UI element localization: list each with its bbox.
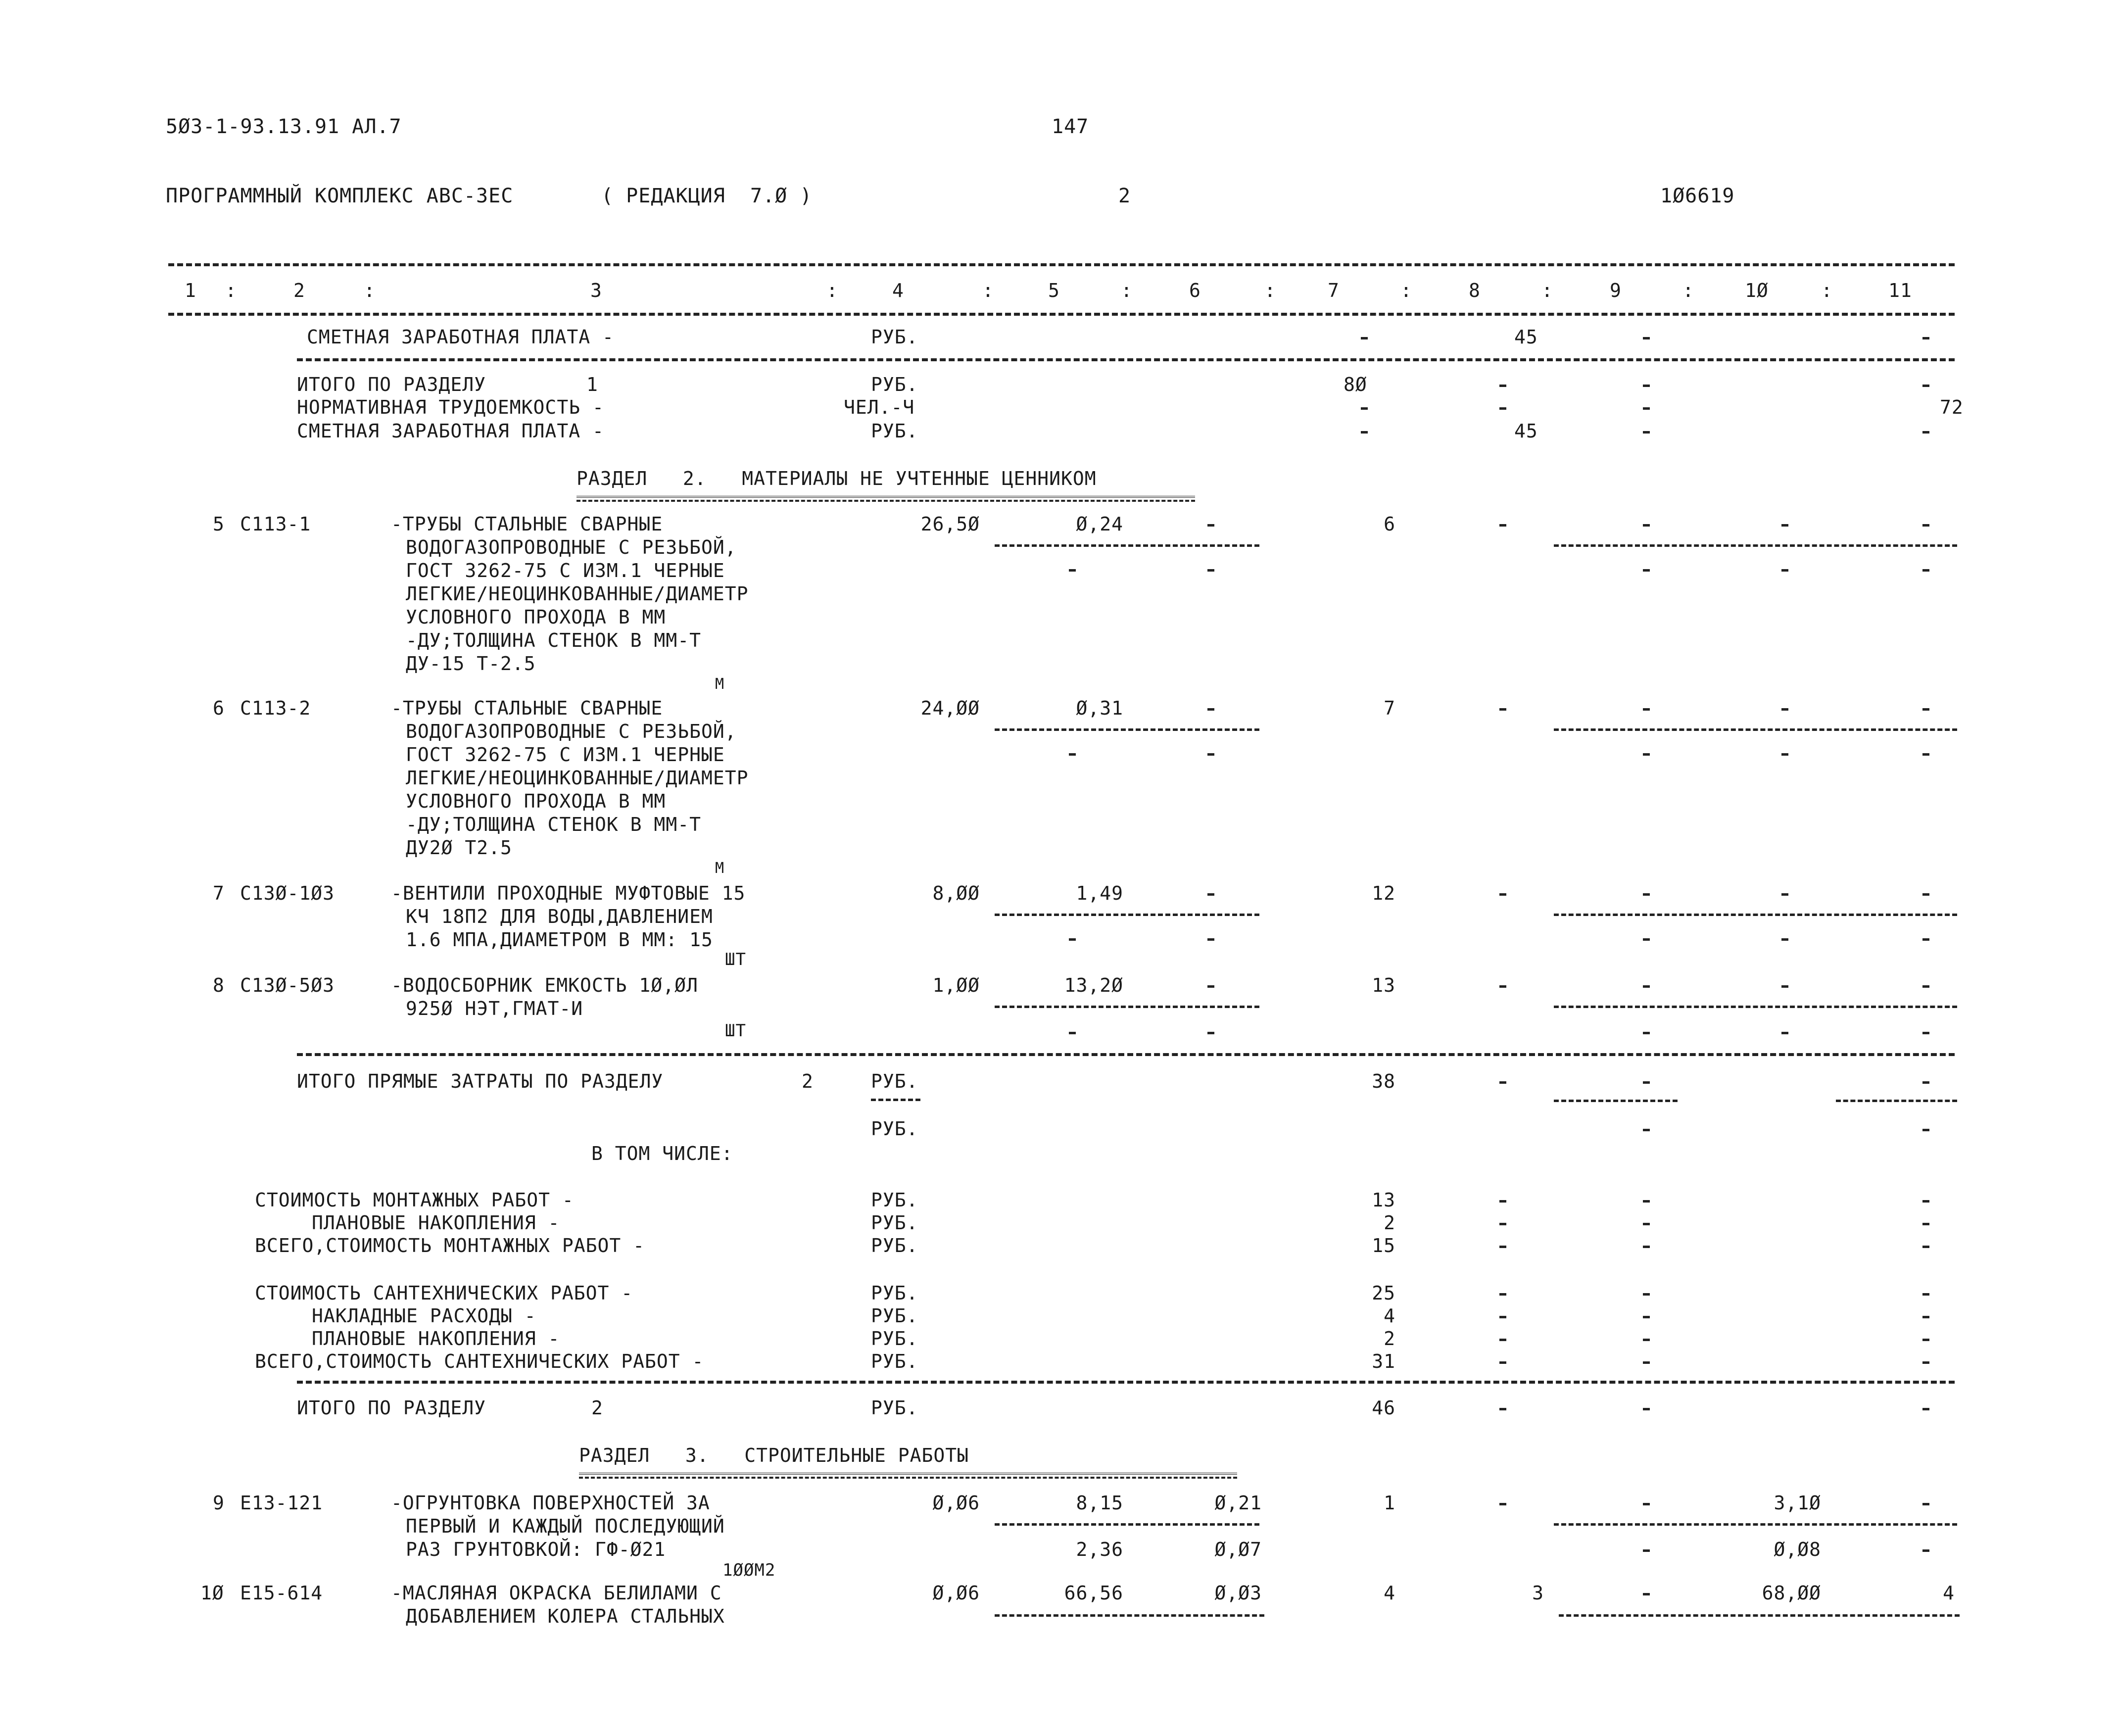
dash-mark xyxy=(1922,1293,1929,1296)
row-label: ИТОГО ПО РАЗДЕЛУ xyxy=(297,1397,486,1419)
dash-mark xyxy=(1922,893,1929,896)
sub-rule xyxy=(1836,1100,1957,1102)
dash-mark xyxy=(1207,938,1214,941)
item-code: С13Ø-5Ø3 xyxy=(240,974,335,996)
item-description: ВОДОГАЗОПРОВОДНЫЕ С РЕЗЬБОЙ, xyxy=(406,721,737,742)
cell-col7: 4 xyxy=(1384,1305,1395,1327)
document-code: 1Ø6619 xyxy=(1660,185,1735,207)
section-title: РАЗДЕЛ 3. СТРОИТЕЛЬНЫЕ РАБОТЫ xyxy=(579,1445,969,1466)
dash-mark xyxy=(1499,385,1506,387)
dash-mark xyxy=(1781,753,1788,756)
row-unit: ЧЕЛ.-Ч xyxy=(844,396,915,418)
dash-mark xyxy=(1922,431,1929,434)
column-separators: : xyxy=(225,280,237,301)
dash-mark xyxy=(1922,1549,1929,1552)
row-label: СТОИМОСТЬ МОНТАЖНЫХ РАБОТ - xyxy=(255,1189,574,1211)
column-separators: : xyxy=(1121,280,1133,301)
cell-col7: 38 xyxy=(1372,1070,1395,1092)
column-header: 7 xyxy=(1328,280,1340,301)
dash-mark xyxy=(1643,1503,1650,1505)
item-description: ГОСТ 3262-75 С ИЗМ.1 ЧЕРНЫЕ xyxy=(406,560,725,581)
column-separators: : xyxy=(982,280,994,301)
item-description: ЛЕГКИЕ/НЕОЦИНКОВАННЫЕ/ДИАМЕТР xyxy=(406,583,749,605)
cell-col7: 12 xyxy=(1372,882,1395,904)
row-label: ИТОГО ПРЯМЫЕ ЗАТРАТЫ ПО РАЗДЕЛУ xyxy=(297,1070,664,1092)
row-rule xyxy=(297,358,1955,361)
dash-mark xyxy=(1643,337,1650,339)
dash-mark xyxy=(1922,1200,1929,1203)
column-header: 1Ø xyxy=(1745,280,1769,301)
including-label: В ТОМ ЧИСЛЕ: xyxy=(591,1143,733,1164)
row-unit: РУБ. xyxy=(871,1189,918,1211)
dash-mark xyxy=(1643,753,1650,756)
cell-col11: 72 xyxy=(1940,396,1964,418)
dash-mark xyxy=(1499,1081,1506,1084)
sub-rule xyxy=(1554,914,1957,916)
dash-mark xyxy=(1922,569,1929,572)
row-unit: РУБ. xyxy=(871,1397,918,1419)
dash-mark xyxy=(1069,938,1076,941)
item-description: УСЛОВНОГО ПРОХОДА В ММ xyxy=(406,790,666,812)
row-label: ПЛАНОВЫЕ НАКОПЛЕНИЯ - xyxy=(312,1212,560,1234)
item-quantity: Ø,Ø6 xyxy=(932,1582,980,1604)
item-description: -ОГРУНТОВКА ПОВЕРХНОСТЕЙ ЗА xyxy=(391,1492,710,1514)
cell-col7: 8Ø xyxy=(1344,374,1367,395)
sub-rule xyxy=(1554,1100,1678,1102)
column-header: 3 xyxy=(590,280,602,301)
row-rule xyxy=(297,1381,1955,1384)
section-title: РАЗДЕЛ 2. МАТЕРИАЛЫ НЕ УЧТЕННЫЕ ЦЕННИКОМ xyxy=(576,468,1097,489)
column-header: 9 xyxy=(1610,280,1622,301)
row-label: СМЕТНАЯ ЗАРАБОТНАЯ ПЛАТА - xyxy=(307,326,614,348)
item-description: ГОСТ 3262-75 С ИЗМ.1 ЧЕРНЫЕ xyxy=(406,744,725,766)
cell-col10: 3,1Ø xyxy=(1774,1492,1821,1514)
item-code: С113-1 xyxy=(240,513,311,535)
dash-mark xyxy=(1361,407,1368,410)
cell-col7: 25 xyxy=(1372,1282,1395,1304)
dash-mark xyxy=(1499,1223,1506,1225)
item-unit: М xyxy=(715,860,725,877)
dash-mark xyxy=(1643,985,1650,988)
cell-col7: 1 xyxy=(1384,1492,1395,1514)
cell-col7: 7 xyxy=(1384,697,1395,719)
item-position: 9 xyxy=(213,1492,225,1514)
dash-mark xyxy=(1207,1032,1214,1034)
cell-col6-secondary: Ø,Ø7 xyxy=(1214,1539,1262,1560)
column-separators: : xyxy=(1400,280,1412,301)
dash-mark xyxy=(1499,524,1506,527)
item-description: 925Ø НЭТ,ГМАТ-И xyxy=(406,998,583,1019)
column-header: 1 xyxy=(185,280,196,301)
dash-mark xyxy=(1922,1032,1929,1034)
row-unit: РУБ. xyxy=(871,1212,918,1234)
dash-mark xyxy=(1781,1032,1788,1034)
dash-mark xyxy=(1499,1408,1506,1410)
item-description: -ТРУБЫ СТАЛЬНЫЕ СВАРНЫЕ xyxy=(391,513,663,535)
sub-rule xyxy=(1559,1614,1960,1617)
cell-col7: 46 xyxy=(1372,1397,1395,1419)
column-separators: : xyxy=(364,280,376,301)
sub-rule xyxy=(995,728,1259,731)
dash-mark xyxy=(1781,569,1788,572)
dash-mark xyxy=(1499,1316,1506,1318)
item-price-secondary: 2,36 xyxy=(1076,1539,1123,1560)
dash-mark xyxy=(1643,893,1650,896)
dash-mark xyxy=(1361,431,1368,434)
item-description: УСЛОВНОГО ПРОХОДА В ММ xyxy=(406,606,666,628)
dash-mark xyxy=(1499,1200,1506,1203)
row-unit: РУБ. xyxy=(871,374,918,395)
dash-mark xyxy=(1207,708,1214,711)
dash-mark xyxy=(1643,1408,1650,1410)
table-top-rule xyxy=(168,263,1955,266)
dash-mark xyxy=(1781,893,1788,896)
dash-mark xyxy=(1922,1361,1929,1364)
page-number: 147 xyxy=(1052,115,1089,138)
item-description: -ВОДОСБОРНИК ЕМКОСТЬ 1Ø,ØЛ xyxy=(391,974,698,996)
cell-col7: 6 xyxy=(1384,513,1395,535)
dash-mark xyxy=(1643,1129,1650,1131)
item-position: 1Ø xyxy=(200,1582,224,1604)
row-label: НОРМАТИВНАЯ ТРУДОЕМКОСТЬ - xyxy=(297,396,604,418)
dash-mark xyxy=(1643,569,1650,572)
dash-mark xyxy=(1207,569,1214,572)
dash-mark xyxy=(1781,985,1788,988)
dash-mark xyxy=(1499,985,1506,988)
sub-rule xyxy=(995,1523,1259,1526)
dash-mark xyxy=(1643,1549,1650,1552)
column-header: 5 xyxy=(1048,280,1060,301)
row-label: ВСЕГО,СТОИМОСТЬ МОНТАЖНЫХ РАБОТ - xyxy=(255,1235,645,1256)
item-quantity: 24,ØØ xyxy=(920,697,980,719)
row-label: НАКЛАДНЫЕ РАСХОДЫ - xyxy=(312,1305,536,1327)
dash-mark xyxy=(1643,431,1650,434)
row-number: 2 xyxy=(802,1070,814,1092)
row-unit: РУБ. xyxy=(871,1070,918,1092)
dash-mark xyxy=(1643,407,1650,410)
item-code: Е15-614 xyxy=(240,1582,323,1604)
item-description: 1.6 МПА,ДИАМЕТРОМ В ММ: 15 xyxy=(406,929,713,951)
dash-mark xyxy=(1069,569,1076,572)
dash-mark xyxy=(1922,1081,1929,1084)
cell-col6: Ø,Ø3 xyxy=(1214,1582,1262,1604)
sub-rule xyxy=(995,914,1259,916)
row-unit: РУБ. xyxy=(871,1282,918,1304)
dash-mark xyxy=(1781,524,1788,527)
dash-mark xyxy=(1643,938,1650,941)
dash-mark xyxy=(1922,753,1929,756)
row-number: 1 xyxy=(586,374,598,395)
cell-col10-secondary: Ø,Ø8 xyxy=(1774,1539,1821,1560)
dash-mark xyxy=(1643,1293,1650,1296)
row-unit: РУБ. xyxy=(871,1350,918,1372)
dash-mark xyxy=(1643,1032,1650,1034)
cell-col11: 4 xyxy=(1943,1582,1955,1604)
header-bottom-rule xyxy=(168,313,1955,316)
dash-mark xyxy=(1922,1503,1929,1505)
dash-mark xyxy=(1643,1339,1650,1341)
cell-col7: 13 xyxy=(1372,1189,1395,1211)
item-description: ДОБАВЛЕНИЕМ КОЛЕРА СТАЛЬНЫХ xyxy=(406,1605,725,1627)
dash-mark xyxy=(1922,708,1929,711)
row-unit: РУБ. xyxy=(871,1305,918,1327)
program-title: ПРОГРАММНЫЙ КОМПЛЕКС АВС-3ЕС xyxy=(166,185,514,207)
item-price: 1,49 xyxy=(1076,882,1123,904)
item-unit: М xyxy=(715,675,725,693)
column-header: 2 xyxy=(293,280,305,301)
program-edition: ( РЕДАКЦИЯ 7.Ø ) xyxy=(601,185,813,207)
dash-mark xyxy=(1643,1081,1650,1084)
doc-reference: 5Ø3-1-93.13.91 АЛ.7 xyxy=(166,115,402,138)
item-description: ДУ-15 Т-2.5 xyxy=(406,653,536,675)
dash-mark xyxy=(1643,708,1650,711)
column-separators: : xyxy=(826,280,838,301)
cell-col7: 2 xyxy=(1384,1212,1395,1234)
row-unit: РУБ. xyxy=(871,420,918,442)
dash-mark xyxy=(1499,1503,1506,1505)
dash-mark xyxy=(1781,938,1788,941)
cell-col8: 45 xyxy=(1514,420,1538,442)
item-price: Ø,31 xyxy=(1076,697,1123,719)
dash-mark xyxy=(1643,385,1650,387)
item-price: 8,15 xyxy=(1076,1492,1123,1514)
row-unit: РУБ. xyxy=(871,1118,918,1140)
dash-mark xyxy=(1069,753,1076,756)
cell-col8: 45 xyxy=(1514,326,1538,348)
sub-rule xyxy=(1554,1523,1957,1526)
dash-mark xyxy=(1643,1200,1650,1203)
column-header: 6 xyxy=(1189,280,1201,301)
dash-mark xyxy=(1922,1129,1929,1131)
dash-mark xyxy=(1207,524,1214,527)
dash-mark xyxy=(1922,1246,1929,1248)
item-description: ЛЕГКИЕ/НЕОЦИНКОВАННЫЕ/ДИАМЕТР xyxy=(406,767,749,789)
column-header: 4 xyxy=(892,280,904,301)
item-position: 6 xyxy=(213,697,225,719)
item-description: КЧ 18П2 ДЛЯ ВОДЫ,ДАВЛЕНИЕМ xyxy=(406,906,713,927)
dash-mark xyxy=(1922,1316,1929,1318)
cell-col7: 31 xyxy=(1372,1350,1395,1372)
dash-mark xyxy=(1922,1223,1929,1225)
dash-mark xyxy=(1499,1246,1506,1248)
item-price: Ø,24 xyxy=(1076,513,1123,535)
dash-mark xyxy=(1499,708,1506,711)
sub-rule xyxy=(995,544,1259,547)
item-code: С113-2 xyxy=(240,697,311,719)
item-code: Е13-121 xyxy=(240,1492,323,1514)
cell-col10: 68,ØØ xyxy=(1762,1582,1821,1604)
item-description: -ДУ;ТОЛЩИНА СТЕНОК В ММ-Т xyxy=(406,629,701,651)
column-separators: : xyxy=(1682,280,1694,301)
section-underline xyxy=(579,1473,1237,1479)
item-price: 66,56 xyxy=(1064,1582,1123,1604)
item-description: -МАСЛЯНАЯ ОКРАСКА БЕЛИЛАМИ С xyxy=(391,1582,722,1604)
cell-col7: 2 xyxy=(1384,1328,1395,1350)
item-quantity: 1,ØØ xyxy=(932,974,980,996)
item-position: 7 xyxy=(213,882,225,904)
row-unit: РУБ. xyxy=(871,326,918,348)
row-number: 2 xyxy=(591,1397,603,1419)
item-price: 13,2Ø xyxy=(1064,974,1123,996)
dash-mark xyxy=(1643,1316,1650,1318)
column-separators: : xyxy=(1264,280,1276,301)
item-unit: ШТ xyxy=(725,950,746,969)
sub-rule xyxy=(1554,544,1957,547)
row-rule xyxy=(297,1053,1955,1056)
dash-mark xyxy=(1643,1593,1650,1595)
item-quantity: Ø,Ø6 xyxy=(932,1492,980,1514)
cell-col7: 15 xyxy=(1372,1235,1395,1256)
dash-mark xyxy=(1922,1339,1929,1341)
cell-col8: 3 xyxy=(1532,1582,1544,1604)
item-description: -ВЕНТИЛИ ПРОХОДНЫЕ МУФТОВЫЕ 15 xyxy=(391,882,746,904)
dash-mark xyxy=(1922,938,1929,941)
dash-mark xyxy=(1499,1339,1506,1341)
item-description: ПЕРВЫЙ И КАЖДЫЙ ПОСЛЕДУЮЩИЙ xyxy=(406,1515,725,1537)
sub-rule xyxy=(1554,728,1957,731)
cell-col7: 4 xyxy=(1384,1582,1395,1604)
item-code: С13Ø-1Ø3 xyxy=(240,882,335,904)
row-label: ВСЕГО,СТОИМОСТЬ САНТЕХНИЧЕСКИХ РАБОТ - xyxy=(255,1350,704,1372)
item-position: 8 xyxy=(213,974,225,996)
dash-mark xyxy=(1361,337,1368,339)
row-label: ИТОГО ПО РАЗДЕЛУ xyxy=(297,374,486,395)
dash-mark xyxy=(1922,524,1929,527)
dash-mark xyxy=(1643,1246,1650,1248)
dash-mark xyxy=(1781,708,1788,711)
dash-mark xyxy=(1207,753,1214,756)
row-label: СТОИМОСТЬ САНТЕХНИЧЕСКИХ РАБОТ - xyxy=(255,1282,633,1304)
item-description: -ТРУБЫ СТАЛЬНЫЕ СВАРНЫЕ xyxy=(391,697,663,719)
dash-mark xyxy=(1922,1408,1929,1410)
dash-mark xyxy=(1499,407,1506,410)
dash-mark xyxy=(1069,1032,1076,1034)
item-unit: ШТ xyxy=(725,1021,746,1041)
dash-mark xyxy=(1207,893,1214,896)
row-unit: РУБ. xyxy=(871,1235,918,1256)
row-unit: РУБ. xyxy=(871,1328,918,1350)
dash-mark xyxy=(1922,337,1929,339)
dash-mark xyxy=(1499,1361,1506,1364)
dash-mark xyxy=(1207,985,1214,988)
dash-mark xyxy=(1922,385,1929,387)
dash-mark xyxy=(1643,524,1650,527)
column-header: 8 xyxy=(1469,280,1481,301)
dash-mark xyxy=(1499,893,1506,896)
item-description: -ДУ;ТОЛЩИНА СТЕНОК В ММ-Т xyxy=(406,814,701,835)
dash-mark xyxy=(1922,985,1929,988)
sheet-number: 2 xyxy=(1118,185,1131,207)
item-description: ДУ2Ø Т2.5 xyxy=(406,837,512,859)
column-header: 11 xyxy=(1888,280,1912,301)
row-label: СМЕТНАЯ ЗАРАБОТНАЯ ПЛАТА - xyxy=(297,420,604,442)
dash-mark xyxy=(1643,1361,1650,1364)
column-separators: : xyxy=(1821,280,1833,301)
section-underline xyxy=(576,496,1195,502)
sub-rule xyxy=(995,1614,1264,1617)
item-unit: 1ØØМ2 xyxy=(722,1560,776,1580)
sub-rule xyxy=(1554,1006,1957,1008)
sub-rule xyxy=(871,1099,920,1101)
dash-mark xyxy=(1643,1223,1650,1225)
item-description: ВОДОГАЗОПРОВОДНЫЕ С РЕЗЬБОЙ, xyxy=(406,536,737,558)
cell-col6: Ø,21 xyxy=(1214,1492,1262,1514)
item-description: РАЗ ГРУНТОВКОЙ: ГФ-Ø21 xyxy=(406,1539,666,1560)
column-separators: : xyxy=(1541,280,1553,301)
cell-col7: 13 xyxy=(1372,974,1395,996)
dash-mark xyxy=(1499,1293,1506,1296)
item-position: 5 xyxy=(213,513,225,535)
item-quantity: 8,ØØ xyxy=(932,882,980,904)
row-label: ПЛАНОВЫЕ НАКОПЛЕНИЯ - xyxy=(312,1328,560,1350)
item-quantity: 26,5Ø xyxy=(920,513,980,535)
sub-rule xyxy=(995,1006,1259,1008)
